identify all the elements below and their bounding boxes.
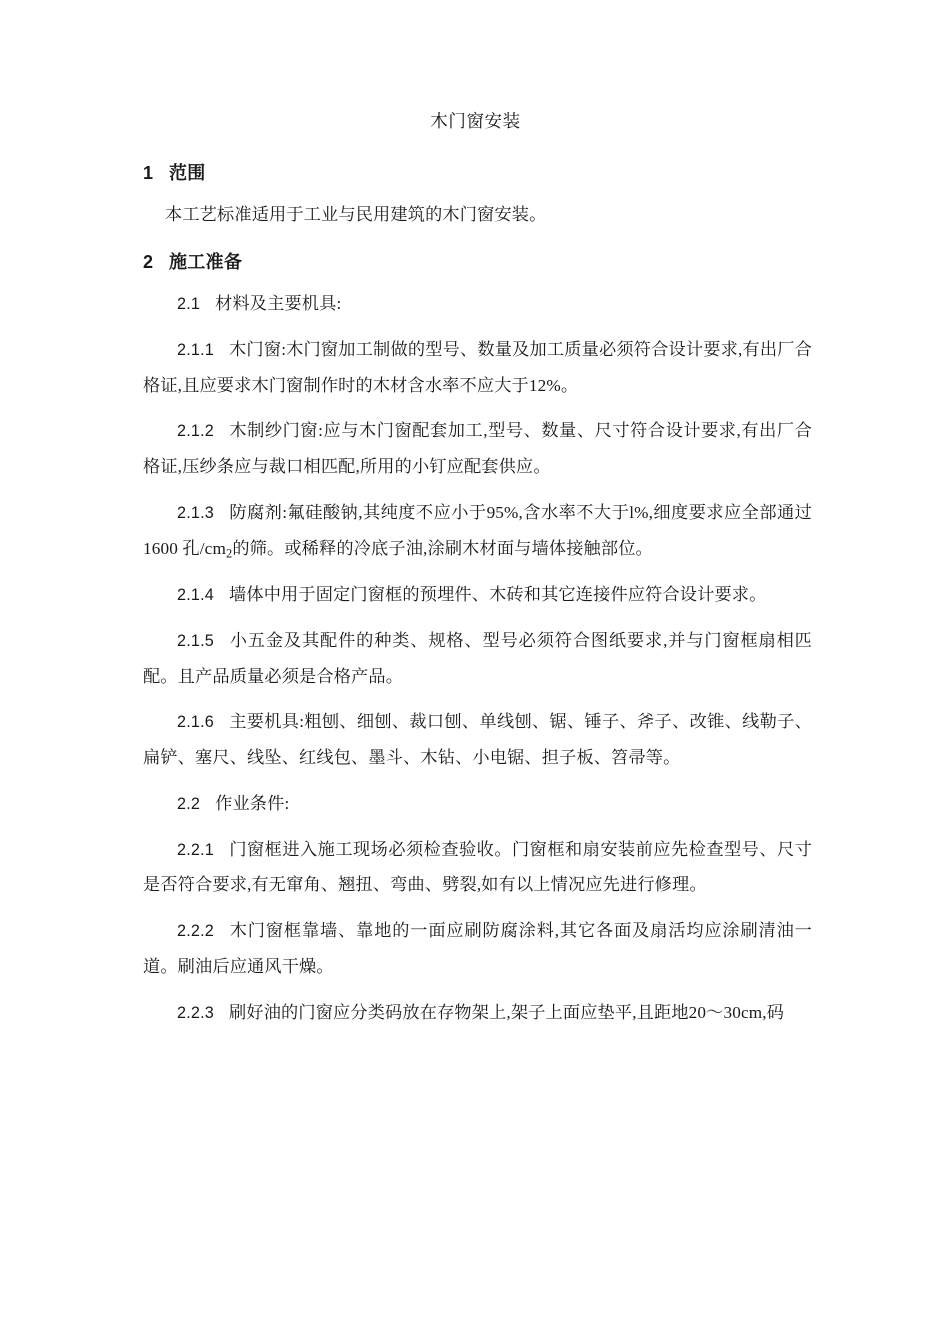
subsection-number-2-2-3: 2.2.3	[177, 1003, 215, 1022]
subsection-text-2-1: 材料及主要机具:	[215, 294, 342, 314]
section-title-1: 范围	[169, 163, 206, 184]
subsection-text-2-2-2: 木门窗框靠墙、靠地的一面应刷防腐涂料,其它各面及扇活均应涂刷清油一道。刷油后应通风干燥。	[143, 921, 812, 976]
subsection-number-2-1-5: 2.1.5	[177, 631, 215, 650]
section-1-body: 本工艺标准适用于工业与民用建筑的木门窗安装。	[165, 205, 547, 225]
subsection-text-2-1-3-part2: 的筛。或稀释的冷底子油,涂刷木材面与墙体接触部位。	[232, 538, 653, 558]
subsection-2-1-6	[143, 704, 812, 776]
subsection-text-2-2-3: 刷好油的门窗应分类码放在存物架上,架子上面应垫平,且距地20〜30cm,码	[229, 1002, 785, 1022]
subsection-text-2-2: 作业条件:	[215, 793, 290, 813]
subsection-text-2-1-1: 木门窗:木门窗加工制做的型号、数量及加工质量必须符合设计要求,有出厂合格证,且应要求木门窗制作时的木材含水率不应大于12%。	[143, 339, 812, 395]
subsection-number-2-1-6: 2.1.6	[177, 713, 215, 732]
section-number-1: 1	[143, 163, 154, 184]
subsection-2-1	[143, 286, 812, 322]
subsection-number-2-1: 2.1	[177, 295, 201, 314]
subsection-number-2-2-2: 2.2.2	[177, 922, 215, 941]
section-title-2: 施工准备	[169, 252, 243, 273]
subsection-text-2-1-3-part1: 防腐剂:氟硅酸钠,其纯度不应小于95%,含水率不大于l%,细度要求应全部通过 1600 孔/cm	[143, 502, 812, 558]
subsection-2-1-1	[143, 332, 812, 404]
section-heading-1	[143, 160, 812, 187]
section-number-2: 2	[143, 252, 154, 273]
subsection-text-2-1-3-subscript: 2	[225, 546, 233, 561]
subsection-number-2-2: 2.2	[177, 794, 201, 813]
subsection-number-2-1-1: 2.1.1	[177, 340, 215, 359]
subsection-number-2-1-4: 2.1.4	[177, 585, 215, 604]
subsection-2-1-4	[143, 577, 812, 613]
subsection-2-1-5	[143, 623, 812, 695]
subsection-text-2-1-6: 主要机具:粗刨、细刨、裁口刨、单线刨、锯、锤子、斧子、改锥、线勒子、扁铲、塞尺、线坠、红线包、墨斗、木钻、小电锯、担子板、笤帚等。	[143, 712, 812, 768]
subsection-number-2-1-3: 2.1.3	[177, 503, 215, 522]
subsection-text-2-1-4: 墙体中用于固定门窗框的预埋件、木砖和其它连接件应符合设计要求。	[229, 584, 767, 604]
subsection-2-1-3	[143, 495, 812, 567]
subsection-2-2-2	[143, 913, 812, 985]
subsection-number-2-2-1: 2.2.1	[177, 840, 215, 859]
subsection-text-2-1-2: 木制纱门窗:应与木门窗配套加工,型号、数量、尺寸符合设计要求,有出厂合格证,压纱条应与裁口相匹配,所用的小钉应配套供应。	[143, 421, 812, 477]
subsection-text-2-2-1: 门窗框进入施工现场必须检查验收。门窗框和扇安装前应先检查型号、尺寸是否符合要求,有无窜角、翘扭、弯曲、劈裂,如有以上情况应先进行修理。	[143, 839, 812, 895]
subsection-2-2-1	[143, 832, 812, 904]
subsection-2-2-3	[143, 995, 812, 1031]
subsection-text-2-1-5: 小五金及其配件的种类、规格、型号必须符合图纸要求,并与门窗框扇相匹配。且产品质量必须是合格产品。	[143, 630, 812, 686]
section-heading-2	[143, 249, 812, 276]
subsection-number-2-1-2: 2.1.2	[177, 422, 215, 441]
subsection-2-2	[143, 786, 812, 822]
subsection-2-1-2	[143, 413, 812, 485]
page-title: 木门窗安装	[430, 111, 521, 131]
